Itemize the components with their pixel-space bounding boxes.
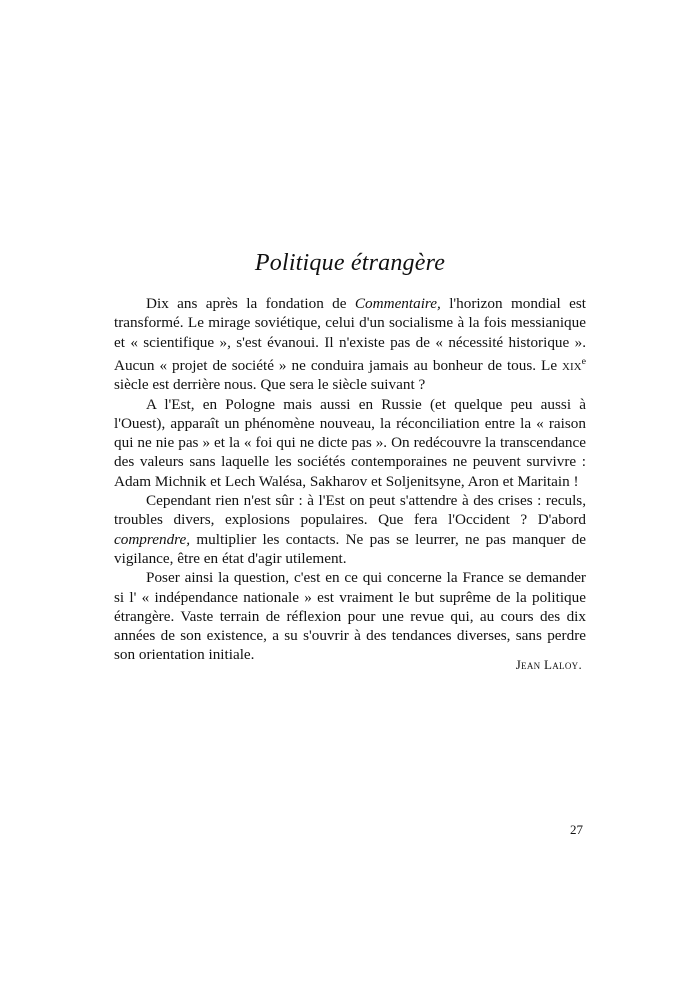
paragraph (114, 491, 586, 568)
paragraph (114, 294, 586, 395)
text-run: Poser ainsi la question, c'est en ce qui concerne la France se demander si l' « indépendance nationale » est vraiment le but suprême de la politique étrangère. Vaste terrain de réflexion pour une revue qui, au cours des dix années de son existence, a su s'ouvrir à des tendances diverses, sans perdre son orientation initiale. (114, 569, 586, 664)
paragraph (114, 395, 586, 491)
small-caps-text: xix (562, 356, 582, 374)
text-run: Cependant rien n'est sûr : à l'Est on peut s'attendre à des crises : reculs, troubles divers, explosions populaires. Que fera l'Occident ? D'abord (114, 492, 586, 529)
article-body (114, 294, 586, 665)
text-run: Dix ans après la fondation de (146, 295, 355, 312)
text-run: l'horizon mondial est transformé. Le mirage soviétique, celui d'un socialisme à la fois messianique et « scientifique », s'est évanoui. Il n'existe pas de « nécessité historique ». Aucun « projet de société » ne conduira jamais au bonheur de tous. Le (114, 295, 586, 374)
text-run: A l'Est, en Pologne mais aussi en Russie (et quelque peu aussi à l'Ouest), apparaît un phénomène nouveau, la réconciliation entre la « raison qui ne nie pas » et la « foi qui ne dicte pas ». On redécouvre la transcendance des valeurs sans laquelle les sociétés contemporaines ne peuvent survivre : Adam Michnik et Lech Walésa, Sakharov et Soljenitsyne, Aron et Maritain ! (114, 395, 586, 490)
italic-text: Commentaire, (354, 295, 441, 312)
superscript-text: e (581, 355, 586, 367)
page-number: 27 (570, 822, 583, 837)
text-run: siècle est derrière nous. Que sera le siècle suivant ? (114, 376, 426, 394)
paragraph (114, 568, 586, 664)
article-title: Politique étrangère (254, 250, 446, 276)
text-run: multiplier les contacts. Ne pas se leurrer, ne pas manquer de vigilance, être en état d'agir utilement. (114, 530, 586, 567)
italic-text: comprendre, (114, 530, 191, 548)
author-signature: Jean Laloy. (515, 657, 582, 672)
